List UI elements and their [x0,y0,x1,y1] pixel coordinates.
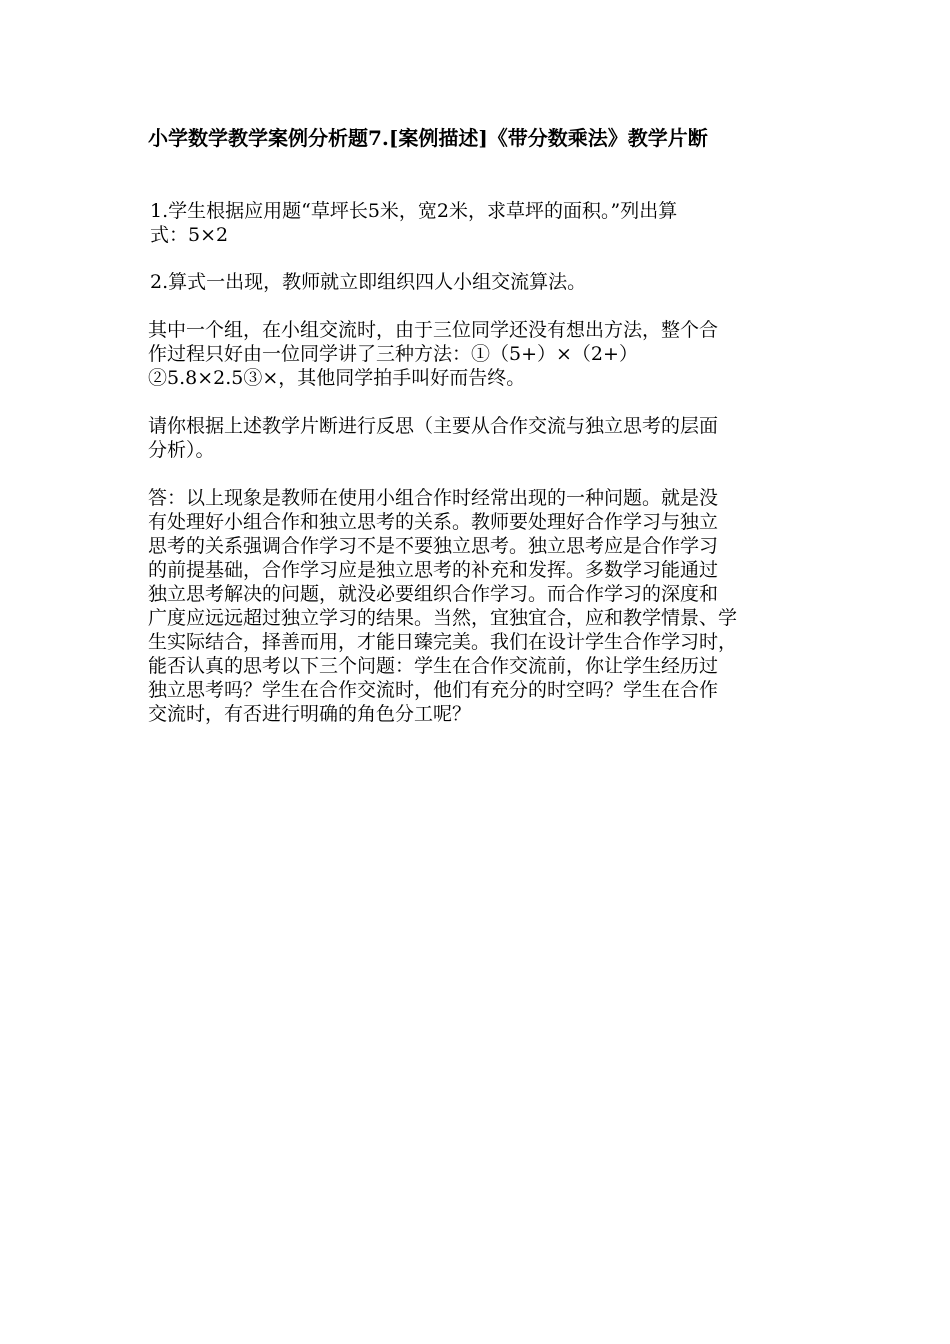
text-line: 作过程只好由一位同学讲了三种方法：①（5+）×（2+） [148,343,638,365]
text-line: 能否认真的思考以下三个问题：学生在合作交流前，你让学生经历过 [148,655,719,677]
document-title: 小学数学教学案例分析题7.[案例描述]《带分数乘法》教学片断 [148,126,708,150]
paragraph-4 [148,414,808,462]
text-line: 1.学生根据应用题“草坪长5米，宽2米，求草坪的面积。”列出算 [150,200,678,222]
text-line: 交流时，有否进行明确的角色分工呢？ [148,703,472,725]
text-line: 答：以上现象是教师在使用小组合作时经常出现的一种问题。就是没 [148,487,719,509]
text-line: 其中一个组，在小组交流时，由于三位同学还没有想出方法，整个合 [148,319,719,341]
paragraph-answer [148,486,808,726]
paragraph-2 [148,270,808,294]
text-line: 有处理好小组合作和独立思考的关系。教师要处理好合作学习与独立 [148,511,719,533]
text-line: 广度应远远超过独立学习的结果。当然，宜独宜合，应和教学情景、学 [148,607,738,629]
text-line: ②5.8×2.5③×，其他同学拍手叫好而告终。 [148,367,526,389]
paragraph-3 [148,318,808,390]
text-line: 分析）。 [148,439,215,461]
text-line: 独立思考解决的问题，就没必要组织合作学习。而合作学习的深度和 [148,583,719,605]
text-line: 的前提基础，合作学习应是独立思考的补充和发挥。多数学习能通过 [148,559,719,581]
text-line: 2.算式一出现，教师就立即组织四人小组交流算法。 [150,271,587,293]
text-line: 请你根据上述教学片断进行反思（主要从合作交流与独立思考的层面 [148,415,719,437]
paragraph-1 [148,199,808,247]
text-line: 生实际结合，择善而用，才能日臻完美。我们在设计学生合作学习时， [148,631,738,653]
text-line: 式：5×2 [150,224,229,246]
text-line: 独立思考吗？学生在合作交流时，他们有充分的时空吗？学生在合作 [148,679,719,701]
text-line: 思考的关系强调合作学习不是不要独立思考。独立思考应是合作学习 [148,535,719,557]
